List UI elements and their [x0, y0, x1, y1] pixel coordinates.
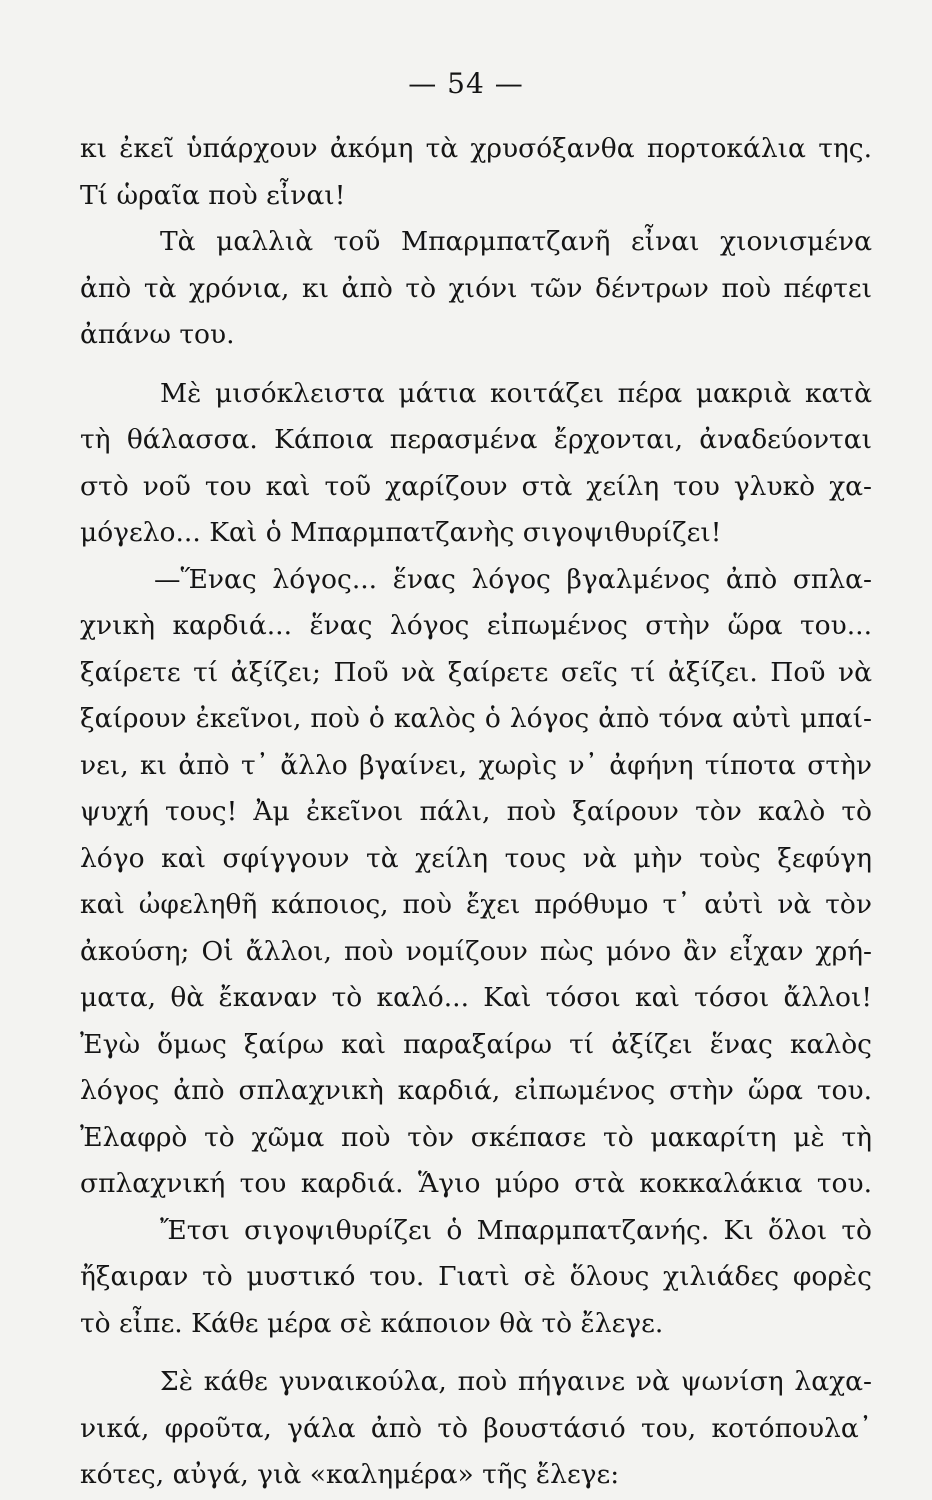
text-line: Τί ὡραῖα ποὺ εἶναι! — [80, 179, 346, 211]
text-line: κι ἐκεῖ ὑπάρχουν ἀκόμη τὰ χρυσόξανθα πορτοκάλια της. — [80, 133, 872, 164]
text-line: κότες, αὐγά, γιὰ «καλημέρα» τῆς ἔλεγε: — [80, 1459, 620, 1490]
text-line: τὸ εἶπε. Κάθε μέρα σὲ κάποιον θὰ τὸ ἔλεγε. — [80, 1307, 664, 1339]
text-line: ξαίρουν ἐκεῖνοι, ποὺ ὁ καλὸς ὁ λόγος ἀπὸ τόνα αὐτὶ μπαί- — [80, 703, 872, 734]
text-line: Ἐγὼ ὅμως ξαίρω καὶ παραξαίρω τί ἀξίζει ἕνας καλὸς — [80, 1028, 872, 1060]
text-line: νικά, φροῦτα, γάλα ἀπὸ τὸ βουστάσιό του, κοτόπουλα᾽ — [80, 1412, 872, 1444]
text-line: νει, κι ἀπὸ τ᾽ ἄλλο βγαίνει, χωρὶς ν᾽ ἀφήνη τίποτα στὴν — [80, 749, 872, 781]
text-line: ἤξαιραν τὸ μυστικό του. Γιατὶ σὲ ὅλους χιλιάδες φορὲς — [80, 1261, 872, 1292]
text-line: Τὰ μαλλιὰ τοῦ Μπαρμπατζανῆ εἶναι χιονισμένα — [160, 226, 872, 257]
text-line: στὸ νοῦ του καὶ τοῦ χαρίζουν στὰ χείλη του γλυκὸ χα- — [80, 470, 872, 502]
text-line: λόγος ἀπὸ σπλαχνικὴ καρδιά, εἰπωμένος στὴν ὥρα του. — [80, 1075, 872, 1106]
text-line: χνικὴ καρδιά... ἕνας λόγος εἰπωμένος στὴν ὥρα του... — [80, 610, 872, 641]
body-text — [80, 126, 872, 1499]
page-number: — 54 — — [408, 67, 524, 100]
text-line: σπλαχνική του καρδιά. Ἅγιο μύρο στὰ κοκκαλάκια του. — [80, 1168, 872, 1199]
text-line: ξαίρετε τί ἀξίζει; Ποῦ νὰ ξαίρετε σεῖς τί ἀξίζει. Ποῦ νὰ — [80, 656, 872, 688]
text-line: Ἔτσι σιγοψιθυρίζει ὁ Μπαρμπατζανής. Κι ὅλοι τὸ — [160, 1214, 872, 1246]
text-line: ματα, θὰ ἔκαναν τὸ καλό... Καὶ τόσοι καὶ τόσοι ἄλλοι! — [80, 982, 872, 1013]
text-line: ψυχή τους! Ἀμ ἐκεῖνοι πάλι, ποὺ ξαίρουν τὸν καλὸ τὸ — [80, 796, 872, 827]
text-line: Ἐλαφρὸ τὸ χῶμα ποὺ τὸν σκέπασε τὸ μακαρίτη μὲ τὴ — [80, 1121, 872, 1153]
text-line: λόγο καὶ σφίγγουν τὰ χείλη τους νὰ μὴν τοὺς ξεφύγη — [80, 842, 872, 874]
text-line: ἀπάνω του. — [80, 319, 235, 350]
text-line: Σὲ κάθε γυναικούλα, ποὺ πήγαινε νὰ ψωνίση λαχα- — [160, 1366, 872, 1397]
text-line: ἀπὸ τὰ χρόνια, κι ἀπὸ τὸ χιόνι τῶν δέντρων ποὺ πέφτει — [80, 272, 872, 304]
text-line: τὴ θάλασσα. Κάποια περασμένα ἔρχονται, ἀναδεύονται — [80, 424, 872, 455]
text-line: —Ἕνας λόγος... ἕνας λόγος βγαλμένος ἀπὸ σπλα- — [154, 563, 872, 595]
text-line: ἀκούση; Οἱ ἄλλοι, ποὺ νομίζουν πὼς μόνο ἂν εἶχαν χρή- — [80, 935, 872, 967]
text-line: Μὲ μισόκλειστα μάτια κοιτάζει πέρα μακριὰ κατὰ — [160, 377, 872, 409]
text-line: μόγελο... Καὶ ὁ Μπαρμπατζανὴς σιγοψιθυρίζει! — [80, 517, 722, 548]
text-line: καὶ ὠφεληθῆ κάποιος, ποὺ ἔχει πρόθυμο τ᾽ αὐτὶ νὰ τὸν — [80, 889, 872, 920]
